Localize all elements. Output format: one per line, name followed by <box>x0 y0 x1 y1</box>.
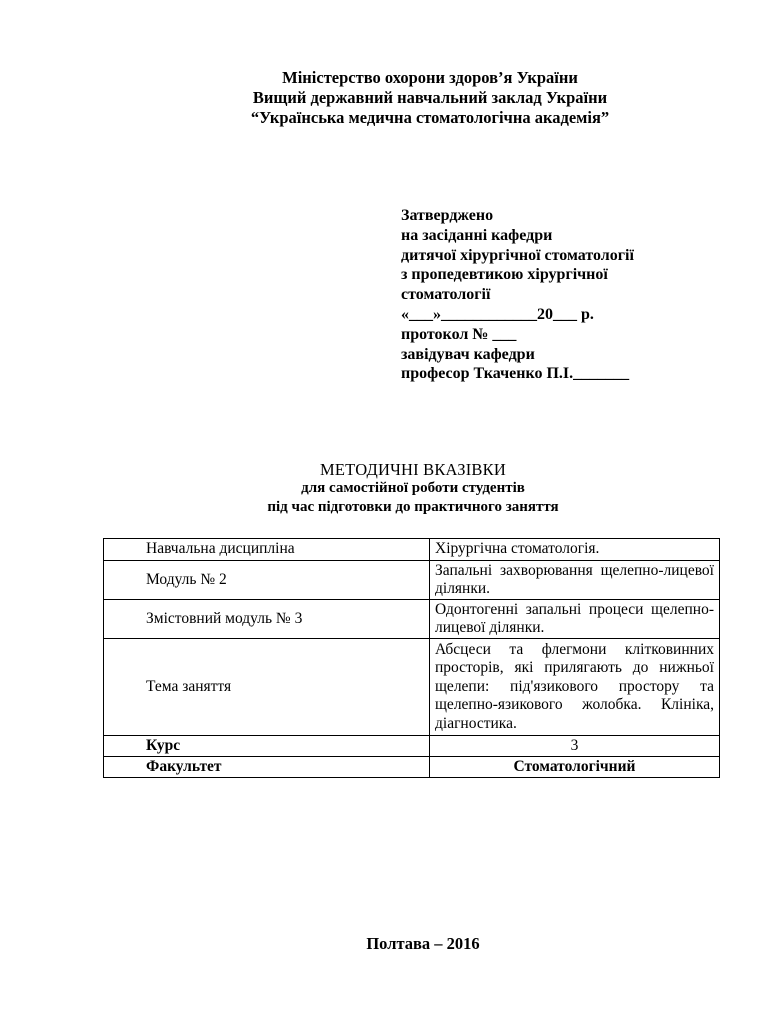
table-row <box>104 639 720 736</box>
table-row <box>104 600 720 639</box>
approval-line: стоматології <box>401 286 491 304</box>
table-row <box>104 736 720 757</box>
row-value: Хірургічна стоматологія. <box>430 539 720 561</box>
approval-line: завідувач кафедри <box>401 345 535 363</box>
row-value: Стоматологічний <box>430 757 720 778</box>
document-title <box>0 460 768 517</box>
approval-line: з пропедевтикою хірургічної <box>401 266 608 284</box>
approval-date-line: «___»____________20___ р. <box>401 305 594 323</box>
row-value: Одонтогенні запальні процеси щелепно-лицевої ділянки. <box>430 600 720 639</box>
table-row <box>104 561 720 600</box>
row-value: 3 <box>430 736 720 757</box>
row-value: Запальні захворювання щелепно-лицевої ділянки. <box>430 561 720 600</box>
row-label: Тема заняття <box>104 639 430 736</box>
institution-header <box>0 68 768 128</box>
row-value: Абсцеси та флегмони клітковинних просторів, які прилягають до нижньої щелепи: під'язикового простору та щелепно-язикового жолобка. Клініка, діагностика. <box>430 639 720 736</box>
approval-protocol-line: протокол № ___ <box>401 325 517 343</box>
approval-signature-line: професор Ткаченко П.І._______ <box>401 365 630 383</box>
title-subtitle-1: для самостійної роботи студентів <box>301 480 525 496</box>
course-info-table <box>103 538 720 778</box>
row-label: Навчальна дисципліна <box>104 539 430 561</box>
table-row <box>104 539 720 561</box>
title-subtitle-2: під час підготовки до практичного заняття <box>267 499 559 515</box>
row-label: Модуль № 2 <box>104 561 430 600</box>
academy-name: “Українська медична стоматологічна академія” <box>250 108 610 127</box>
row-label: Курс <box>104 736 430 757</box>
approval-line: на засіданні кафедри <box>401 226 553 244</box>
row-label: Факультет <box>104 757 430 778</box>
institution-name: Вищий державний навчальний заклад України <box>252 88 608 107</box>
table-row <box>104 757 720 778</box>
approval-line: Затверджено <box>401 207 494 224</box>
approval-line: дитячої хірургічної стоматології <box>401 246 634 264</box>
title-main: МЕТОДИЧНІ ВКАЗІВКИ <box>320 460 506 479</box>
row-label: Змістовний модуль № 3 <box>104 600 430 639</box>
place-year: Полтава – 2016 <box>366 934 480 953</box>
ministry-name: Міністерство охорони здоров’я України <box>282 68 578 87</box>
approval-block <box>401 206 634 384</box>
